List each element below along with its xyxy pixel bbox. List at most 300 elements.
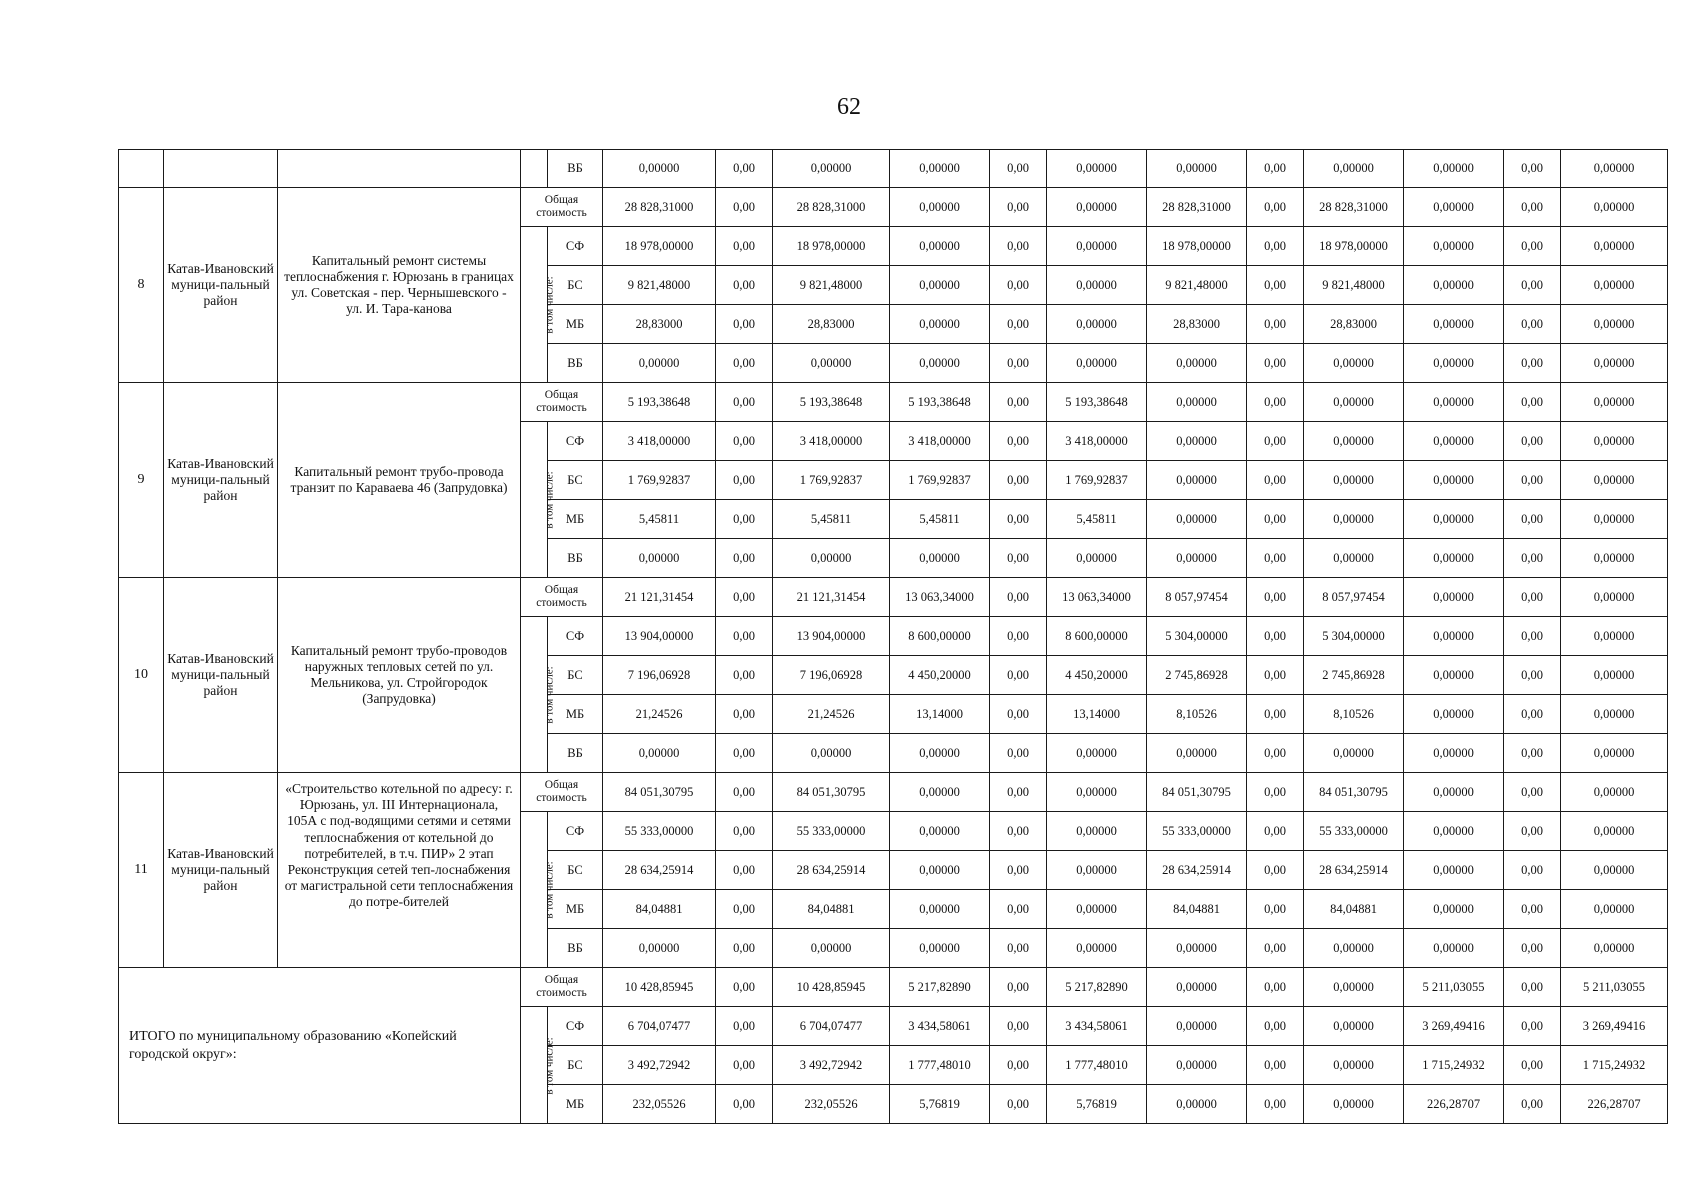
value-cell: 0,00 xyxy=(1247,150,1304,188)
value-cell: 13,14000 xyxy=(890,695,990,734)
value-cell: 0,00 xyxy=(990,1085,1047,1124)
incl-label xyxy=(521,617,556,773)
funding-source: ВБ xyxy=(548,344,603,383)
value-cell: 0,00 xyxy=(1247,812,1304,851)
value-cell: 0,00 xyxy=(990,422,1047,461)
value-cell: 0,00000 xyxy=(1561,578,1668,617)
value-cell: 0,00 xyxy=(716,266,773,305)
value-cell: 5,45811 xyxy=(1047,500,1147,539)
value-cell: 0,00 xyxy=(1504,188,1561,227)
value-cell: 0,00000 xyxy=(1561,422,1668,461)
value-cell: 0,00000 xyxy=(890,266,990,305)
value-cell: 0,00000 xyxy=(1404,890,1504,929)
value-cell: 0,00 xyxy=(1504,1085,1561,1124)
incl-label xyxy=(521,1007,556,1124)
value-cell: 0,00 xyxy=(990,617,1047,656)
value-cell: 5 211,03055 xyxy=(1404,968,1504,1007)
value-cell: 0,00000 xyxy=(1304,1007,1404,1046)
value-cell: 0,00000 xyxy=(1147,500,1247,539)
value-cell: 0,00 xyxy=(716,539,773,578)
value-cell: 0,00000 xyxy=(1561,150,1668,188)
value-cell: 0,00 xyxy=(1247,968,1304,1007)
value-cell: 0,00 xyxy=(1504,344,1561,383)
value-cell: 0,00000 xyxy=(1404,578,1504,617)
value-cell: 1 715,24932 xyxy=(1404,1046,1504,1085)
row-number: 8 xyxy=(119,188,164,383)
value-cell: 1 769,92837 xyxy=(890,461,990,500)
value-cell: 7 196,06928 xyxy=(603,656,716,695)
value-cell: 0,00000 xyxy=(1304,461,1404,500)
value-cell: 0,00000 xyxy=(1047,773,1147,812)
incl-label-text: в том числе: xyxy=(543,666,556,724)
value-cell: 0,00000 xyxy=(1304,929,1404,968)
funding-source: СФ xyxy=(548,227,603,266)
value-cell: 0,00000 xyxy=(1561,734,1668,773)
value-cell: 0,00000 xyxy=(1147,150,1247,188)
district-name: Катав-Ивановский муници-пальный район xyxy=(164,578,278,773)
value-cell: 0,00000 xyxy=(1404,734,1504,773)
value-cell: 0,00 xyxy=(1247,1085,1304,1124)
value-cell: 0,00000 xyxy=(603,150,716,188)
value-cell: 0,00000 xyxy=(1304,539,1404,578)
value-cell: 21,24526 xyxy=(603,695,716,734)
value-cell: 28 634,25914 xyxy=(773,851,890,890)
value-cell: 0,00 xyxy=(990,656,1047,695)
value-cell: 0,00 xyxy=(1247,422,1304,461)
district-name: Катав-Ивановский муници-пальный район xyxy=(164,383,278,578)
value-cell: 0,00 xyxy=(1504,929,1561,968)
value-cell: 28 634,25914 xyxy=(1304,851,1404,890)
value-cell: 28 828,31000 xyxy=(1304,188,1404,227)
project-name: Капитальный ремонт трубо-проводов наружных тепловых сетей по ул. Мельникова, ул. Стройгородок (Запрудовка) xyxy=(278,578,521,773)
funding-source: МБ xyxy=(548,500,603,539)
value-cell: 0,00 xyxy=(990,150,1047,188)
value-cell: 3 418,00000 xyxy=(773,422,890,461)
value-cell: 0,00 xyxy=(716,890,773,929)
value-cell: 0,00000 xyxy=(1304,150,1404,188)
value-cell: 0,00000 xyxy=(890,929,990,968)
value-cell: 0,00 xyxy=(990,968,1047,1007)
value-cell: 21 121,31454 xyxy=(773,578,890,617)
value-cell: 0,00000 xyxy=(890,188,990,227)
incl-label xyxy=(521,812,556,968)
value-cell: 0,00 xyxy=(990,890,1047,929)
value-cell: 0,00000 xyxy=(1047,150,1147,188)
value-cell: 0,00 xyxy=(1247,188,1304,227)
value-cell: 84,04881 xyxy=(603,890,716,929)
value-cell: 0,00 xyxy=(716,695,773,734)
general-cost-label: Общая стоимость xyxy=(521,773,603,812)
row-number: 10 xyxy=(119,578,164,773)
value-cell: 0,00000 xyxy=(603,929,716,968)
value-cell: 0,00 xyxy=(716,383,773,422)
value-cell: 21 121,31454 xyxy=(603,578,716,617)
value-cell: 7 196,06928 xyxy=(773,656,890,695)
funding-source: СФ xyxy=(548,812,603,851)
value-cell: 0,00 xyxy=(716,1085,773,1124)
value-cell: 8 057,97454 xyxy=(1147,578,1247,617)
value-cell: 13 904,00000 xyxy=(773,617,890,656)
value-cell: 0,00000 xyxy=(1561,929,1668,968)
value-cell: 28,83000 xyxy=(603,305,716,344)
value-cell: 0,00 xyxy=(1504,578,1561,617)
value-cell: 0,00000 xyxy=(1147,1007,1247,1046)
value-cell: 0,00 xyxy=(716,150,773,188)
value-cell: 3 492,72942 xyxy=(603,1046,716,1085)
value-cell: 0,00000 xyxy=(1047,188,1147,227)
value-cell: 0,00000 xyxy=(1561,773,1668,812)
funding-source: ВБ xyxy=(548,539,603,578)
value-cell: 0,00 xyxy=(990,188,1047,227)
value-cell: 0,00000 xyxy=(1047,305,1147,344)
value-cell: 0,00 xyxy=(1504,851,1561,890)
project-name: Капитальный ремонт трубо-провода транзит по Караваева 46 (Запрудовка) xyxy=(278,383,521,578)
funding-source: МБ xyxy=(548,1085,603,1124)
value-cell: 0,00 xyxy=(716,422,773,461)
value-cell: 0,00000 xyxy=(890,734,990,773)
funding-source: МБ xyxy=(548,890,603,929)
value-cell: 0,00 xyxy=(716,188,773,227)
value-cell: 0,00 xyxy=(990,344,1047,383)
project-name: «Строительство котельной по адресу: г. Юрюзань, ул. III Интернационала, 105А с под-водящими сетями и сетями теплоснабжения от котельной до потребителей, в т.ч. ПИР» 2 этап Реконструкция сетей теп-лоснабжения от магистральной сети теплоснабжения до потре-бителей xyxy=(278,773,521,968)
value-cell: 0,00000 xyxy=(773,734,890,773)
value-cell: 0,00 xyxy=(990,305,1047,344)
value-cell: 0,00 xyxy=(990,266,1047,305)
value-cell: 0,00 xyxy=(990,1046,1047,1085)
empty-cell xyxy=(119,150,164,188)
value-cell: 1 777,48010 xyxy=(1047,1046,1147,1085)
value-cell: 4 450,20000 xyxy=(1047,656,1147,695)
incl-label-text: в том числе: xyxy=(543,471,556,529)
value-cell: 0,00000 xyxy=(890,305,990,344)
value-cell: 3 434,58061 xyxy=(1047,1007,1147,1046)
value-cell: 84,04881 xyxy=(1304,890,1404,929)
value-cell: 0,00 xyxy=(1247,539,1304,578)
value-cell: 226,28707 xyxy=(1561,1085,1668,1124)
value-cell: 232,05526 xyxy=(773,1085,890,1124)
value-cell: 0,00 xyxy=(716,500,773,539)
value-cell: 0,00000 xyxy=(1404,500,1504,539)
value-cell: 1 769,92837 xyxy=(603,461,716,500)
value-cell: 0,00 xyxy=(1504,773,1561,812)
value-cell: 0,00000 xyxy=(1147,344,1247,383)
value-cell: 13,14000 xyxy=(1047,695,1147,734)
value-cell: 0,00 xyxy=(1504,539,1561,578)
value-cell: 0,00000 xyxy=(1304,1085,1404,1124)
value-cell: 4 450,20000 xyxy=(890,656,990,695)
value-cell: 0,00000 xyxy=(1304,1046,1404,1085)
summary-label: ИТОГО по муниципальному образованию «Копейский городской округ»: xyxy=(119,968,521,1124)
value-cell: 0,00000 xyxy=(773,344,890,383)
funding-source: БС xyxy=(548,656,603,695)
value-cell: 0,00 xyxy=(1504,1046,1561,1085)
value-cell: 0,00000 xyxy=(1147,422,1247,461)
value-cell: 9 821,48000 xyxy=(773,266,890,305)
value-cell: 0,00 xyxy=(1504,812,1561,851)
value-cell: 5 217,82890 xyxy=(890,968,990,1007)
empty-cell xyxy=(521,150,548,188)
value-cell: 0,00 xyxy=(1504,695,1561,734)
value-cell: 0,00000 xyxy=(890,812,990,851)
value-cell: 0,00000 xyxy=(1047,929,1147,968)
value-cell: 6 704,07477 xyxy=(603,1007,716,1046)
value-cell: 0,00 xyxy=(716,734,773,773)
table-row xyxy=(119,150,1668,188)
value-cell: 0,00 xyxy=(1504,500,1561,539)
value-cell: 3 434,58061 xyxy=(890,1007,990,1046)
value-cell: 21,24526 xyxy=(773,695,890,734)
value-cell: 3 269,49416 xyxy=(1404,1007,1504,1046)
value-cell: 0,00000 xyxy=(1404,461,1504,500)
value-cell: 0,00 xyxy=(716,617,773,656)
value-cell: 0,00 xyxy=(1247,305,1304,344)
value-cell: 0,00000 xyxy=(1147,1085,1247,1124)
value-cell: 0,00000 xyxy=(773,929,890,968)
value-cell: 55 333,00000 xyxy=(1147,812,1247,851)
value-cell: 5 217,82890 xyxy=(1047,968,1147,1007)
value-cell: 0,00 xyxy=(1247,851,1304,890)
value-cell: 0,00000 xyxy=(1047,227,1147,266)
general-cost-label: Общая стоимость xyxy=(521,188,603,227)
value-cell: 28,83000 xyxy=(773,305,890,344)
value-cell: 8 057,97454 xyxy=(1304,578,1404,617)
value-cell: 0,00 xyxy=(716,1046,773,1085)
value-cell: 0,00 xyxy=(1247,344,1304,383)
value-cell: 13 904,00000 xyxy=(603,617,716,656)
value-cell: 0,00 xyxy=(1504,383,1561,422)
value-cell: 8,10526 xyxy=(1147,695,1247,734)
value-cell: 18 978,00000 xyxy=(603,227,716,266)
value-cell: 0,00000 xyxy=(1561,227,1668,266)
value-cell: 18 978,00000 xyxy=(1147,227,1247,266)
value-cell: 0,00000 xyxy=(1404,656,1504,695)
value-cell: 5,45811 xyxy=(603,500,716,539)
value-cell: 6 704,07477 xyxy=(773,1007,890,1046)
value-cell: 55 333,00000 xyxy=(773,812,890,851)
value-cell: 0,00 xyxy=(990,929,1047,968)
table-row xyxy=(119,383,1668,422)
value-cell: 5 304,00000 xyxy=(1147,617,1247,656)
value-cell: 0,00000 xyxy=(773,539,890,578)
value-cell: 0,00000 xyxy=(1047,539,1147,578)
value-cell: 0,00000 xyxy=(890,539,990,578)
value-cell: 55 333,00000 xyxy=(1304,812,1404,851)
value-cell: 0,00000 xyxy=(1047,890,1147,929)
value-cell: 5 193,38648 xyxy=(890,383,990,422)
value-cell: 0,00000 xyxy=(1047,266,1147,305)
value-cell: 0,00000 xyxy=(1147,539,1247,578)
value-cell: 0,00 xyxy=(1504,305,1561,344)
value-cell: 0,00000 xyxy=(1404,266,1504,305)
value-cell: 0,00 xyxy=(716,851,773,890)
value-cell: 28,83000 xyxy=(1304,305,1404,344)
page-number: 62 xyxy=(837,94,861,120)
value-cell: 0,00000 xyxy=(1561,695,1668,734)
value-cell: 9 821,48000 xyxy=(1147,266,1247,305)
value-cell: 0,00 xyxy=(716,461,773,500)
value-cell: 0,00 xyxy=(1247,1046,1304,1085)
value-cell: 0,00000 xyxy=(1147,734,1247,773)
value-cell: 0,00 xyxy=(716,968,773,1007)
value-cell: 84,04881 xyxy=(1147,890,1247,929)
value-cell: 0,00 xyxy=(1247,890,1304,929)
value-cell: 0,00000 xyxy=(1047,734,1147,773)
value-cell: 0,00000 xyxy=(1047,851,1147,890)
value-cell: 0,00 xyxy=(1504,734,1561,773)
value-cell: 0,00 xyxy=(1247,617,1304,656)
value-cell: 28,83000 xyxy=(1147,305,1247,344)
funding-source: БС xyxy=(548,851,603,890)
value-cell: 1 769,92837 xyxy=(1047,461,1147,500)
funding-source: ВБ xyxy=(548,150,603,188)
value-cell: 0,00 xyxy=(990,851,1047,890)
value-cell: 0,00 xyxy=(990,383,1047,422)
value-cell: 0,00000 xyxy=(1404,422,1504,461)
value-cell: 0,00 xyxy=(716,1007,773,1046)
value-cell: 0,00000 xyxy=(1561,617,1668,656)
row-number: 9 xyxy=(119,383,164,578)
value-cell: 8 600,00000 xyxy=(890,617,990,656)
value-cell: 0,00000 xyxy=(890,773,990,812)
funding-source: СФ xyxy=(548,1007,603,1046)
value-cell: 0,00000 xyxy=(1561,383,1668,422)
value-cell: 0,00 xyxy=(716,227,773,266)
value-cell: 0,00000 xyxy=(1304,422,1404,461)
value-cell: 0,00000 xyxy=(1404,305,1504,344)
value-cell: 0,00 xyxy=(990,578,1047,617)
value-cell: 5 211,03055 xyxy=(1561,968,1668,1007)
value-cell: 0,00 xyxy=(1504,422,1561,461)
value-cell: 3 418,00000 xyxy=(1047,422,1147,461)
value-cell: 0,00000 xyxy=(1561,890,1668,929)
budget-table xyxy=(118,149,1668,1124)
value-cell: 5 193,38648 xyxy=(1047,383,1147,422)
empty-cell xyxy=(278,150,521,188)
value-cell: 5,45811 xyxy=(773,500,890,539)
value-cell: 0,00 xyxy=(716,773,773,812)
value-cell: 0,00 xyxy=(716,578,773,617)
value-cell: 9 821,48000 xyxy=(1304,266,1404,305)
value-cell: 0,00000 xyxy=(1404,929,1504,968)
value-cell: 0,00000 xyxy=(1561,851,1668,890)
value-cell: 0,00 xyxy=(1504,1007,1561,1046)
value-cell: 0,00000 xyxy=(890,150,990,188)
value-cell: 0,00 xyxy=(1247,578,1304,617)
value-cell: 10 428,85945 xyxy=(603,968,716,1007)
general-cost-label: Общая стоимость xyxy=(521,578,603,617)
value-cell: 0,00000 xyxy=(1561,266,1668,305)
value-cell: 0,00 xyxy=(1247,656,1304,695)
value-cell: 0,00 xyxy=(990,812,1047,851)
value-cell: 3 269,49416 xyxy=(1561,1007,1668,1046)
project-name: Капитальный ремонт системы теплоснабжения г. Юрюзань в границах ул. Советская - пер. Чернышевского - ул. И. Тара-канова xyxy=(278,188,521,383)
value-cell: 84 051,30795 xyxy=(773,773,890,812)
value-cell: 0,00000 xyxy=(1561,812,1668,851)
value-cell: 0,00000 xyxy=(603,344,716,383)
value-cell: 0,00 xyxy=(990,500,1047,539)
value-cell: 0,00 xyxy=(1247,500,1304,539)
incl-label xyxy=(521,422,556,578)
value-cell: 0,00000 xyxy=(1404,383,1504,422)
incl-label-text: в том числе: xyxy=(543,1036,556,1095)
value-cell: 0,00 xyxy=(1247,1007,1304,1046)
value-cell: 5,76819 xyxy=(890,1085,990,1124)
value-cell: 0,00 xyxy=(1504,150,1561,188)
value-cell: 232,05526 xyxy=(603,1085,716,1124)
value-cell: 3 492,72942 xyxy=(773,1046,890,1085)
value-cell: 0,00000 xyxy=(1304,383,1404,422)
value-cell: 5,76819 xyxy=(1047,1085,1147,1124)
value-cell: 0,00000 xyxy=(1047,812,1147,851)
value-cell: 0,00 xyxy=(1247,773,1304,812)
value-cell: 0,00 xyxy=(1247,695,1304,734)
value-cell: 0,00000 xyxy=(890,890,990,929)
value-cell: 0,00000 xyxy=(890,227,990,266)
value-cell: 13 063,34000 xyxy=(1047,578,1147,617)
funding-source: БС xyxy=(548,266,603,305)
value-cell: 0,00 xyxy=(1247,734,1304,773)
value-cell: 0,00000 xyxy=(603,734,716,773)
empty-cell xyxy=(164,150,278,188)
value-cell: 0,00000 xyxy=(1404,539,1504,578)
value-cell: 0,00000 xyxy=(1404,344,1504,383)
funding-source: БС xyxy=(548,461,603,500)
funding-source: МБ xyxy=(548,695,603,734)
value-cell: 0,00 xyxy=(716,344,773,383)
table-row xyxy=(119,968,1668,1007)
value-cell: 5 193,38648 xyxy=(603,383,716,422)
value-cell: 0,00 xyxy=(990,695,1047,734)
value-cell: 0,00000 xyxy=(1404,773,1504,812)
value-cell: 13 063,34000 xyxy=(890,578,990,617)
value-cell: 0,00000 xyxy=(1404,188,1504,227)
value-cell: 0,00000 xyxy=(1147,1046,1247,1085)
value-cell: 0,00000 xyxy=(773,150,890,188)
value-cell: 0,00000 xyxy=(1304,968,1404,1007)
value-cell: 0,00000 xyxy=(1404,812,1504,851)
funding-source: СФ xyxy=(548,422,603,461)
value-cell: 55 333,00000 xyxy=(603,812,716,851)
value-cell: 0,00 xyxy=(1504,617,1561,656)
incl-label xyxy=(521,227,556,383)
value-cell: 0,00 xyxy=(1504,227,1561,266)
value-cell: 84 051,30795 xyxy=(1147,773,1247,812)
value-cell: 18 978,00000 xyxy=(1304,227,1404,266)
value-cell: 0,00 xyxy=(990,773,1047,812)
value-cell: 8 600,00000 xyxy=(1047,617,1147,656)
value-cell: 0,00 xyxy=(1247,461,1304,500)
value-cell: 0,00000 xyxy=(890,851,990,890)
value-cell: 5 304,00000 xyxy=(1304,617,1404,656)
value-cell: 84 051,30795 xyxy=(1304,773,1404,812)
value-cell: 0,00000 xyxy=(1561,656,1668,695)
value-cell: 0,00000 xyxy=(890,344,990,383)
funding-source: ВБ xyxy=(548,929,603,968)
funding-source: СФ xyxy=(548,617,603,656)
value-cell: 0,00 xyxy=(1504,890,1561,929)
district-name: Катав-Ивановский муници-пальный район xyxy=(164,188,278,383)
value-cell: 5 193,38648 xyxy=(773,383,890,422)
value-cell: 2 745,86928 xyxy=(1147,656,1247,695)
value-cell: 0,00000 xyxy=(1561,461,1668,500)
value-cell: 0,00000 xyxy=(1147,968,1247,1007)
value-cell: 0,00000 xyxy=(1561,188,1668,227)
value-cell: 0,00000 xyxy=(1561,344,1668,383)
table-row xyxy=(119,578,1668,617)
value-cell: 0,00 xyxy=(990,461,1047,500)
value-cell: 0,00 xyxy=(1247,227,1304,266)
value-cell: 5,45811 xyxy=(890,500,990,539)
